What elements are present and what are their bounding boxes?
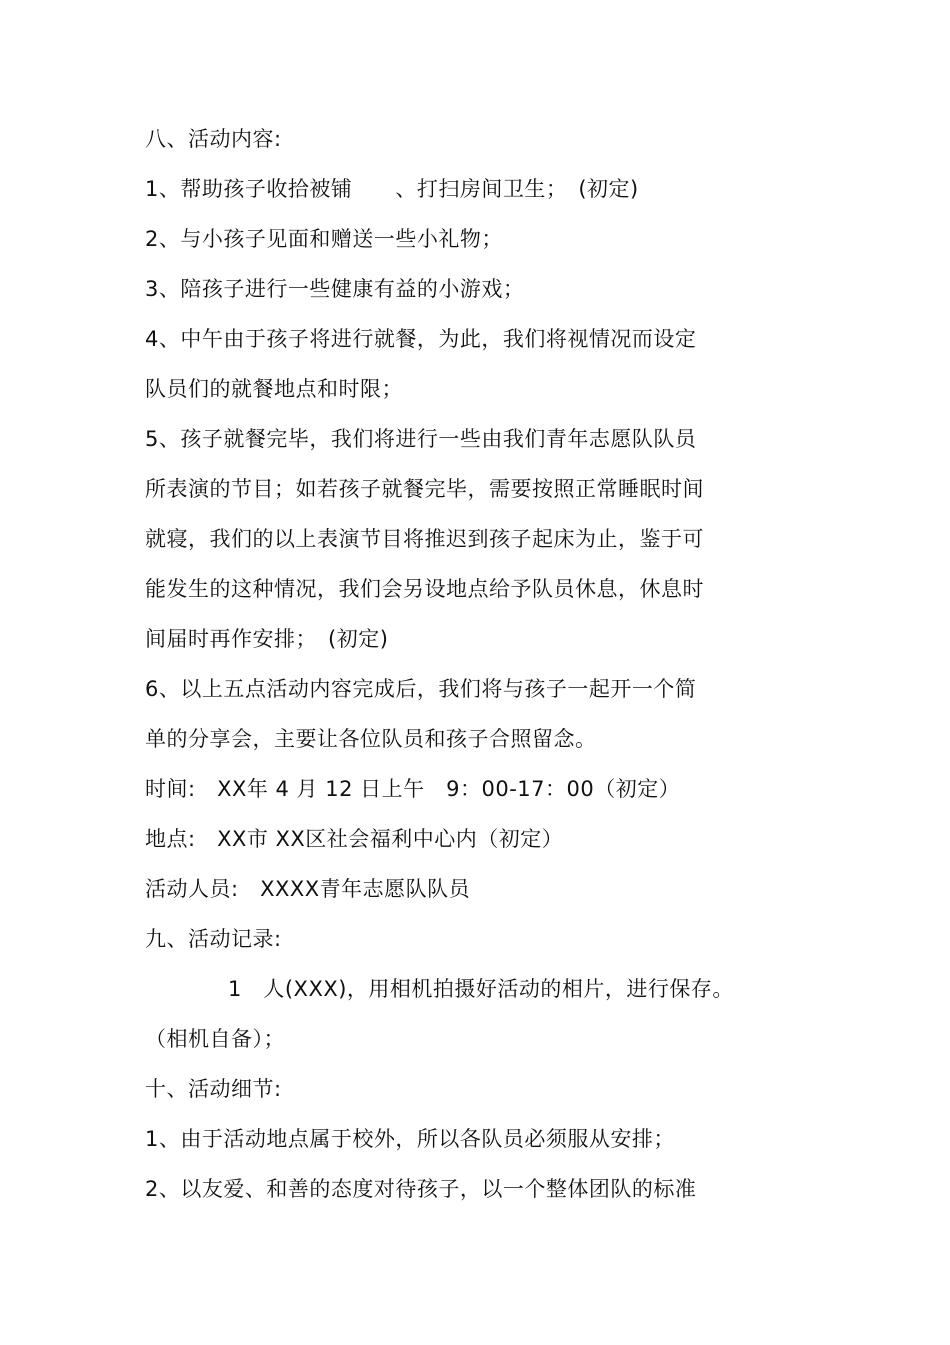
text-line: 3、陪孩子进行一些健康有益的小游戏； [145,277,525,301]
text-line: 2、以友爱、和善的态度对待孩子，以一个整体团队的标准 [145,1177,697,1201]
text-line: 1、帮助孩子收拾被铺 、打扫房间卫生； (初定) [145,177,639,201]
section-heading-activity-record: 九、活动记录: [145,927,282,951]
text-line: 2、与小孩子见面和赠送一些小礼物； [145,227,503,251]
text-line: 就寝，我们的以上表演节目将推迟到孩子起床为止，鉴于可 [145,527,704,551]
text-line: 所表演的节目；如若孩子就餐完毕，需要按照正常睡眠时间 [145,477,704,501]
text-line: 5、孩子就餐完毕，我们将进行一些由我们青年志愿队队员 [145,427,697,451]
text-line: 单的分享会，主要让各位队员和孩子合照留念。 [145,727,597,751]
section-heading-activity-details: 十、活动细节: [145,1077,282,1101]
text-line: 队员们的就餐地点和时限； [145,377,403,401]
text-line: （相机自备）； [145,1027,285,1051]
text-line: 1 人(XXX)，用相机拍摄好活动的相片，进行保存。 [228,977,734,1001]
text-line: 4、中午由于孩子将进行就餐，为此，我们将视情况而设定 [145,327,697,351]
text-line: 6、以上五点活动内容完成后，我们将与孩子一起开一个简 [145,677,697,701]
participants-line: 活动人员: XXXX青年志愿队队员 [145,877,471,901]
text-line: 间届时再作安排； (初定) [145,627,389,651]
time-line: 时间: XX年 4 月 12 日上午 9：00-17：00（初定） [145,777,681,801]
text-line: 1、由于活动地点属于校外，所以各队员必须服从安排； [145,1127,675,1151]
location-line: 地点: XX市 XX区社会福利中心内（初定） [145,827,564,851]
section-heading-activity-content: 八、活动内容: [145,127,282,151]
text-line: 能发生的这种情况，我们会另设地点给予队员休息，休息时 [145,577,704,601]
